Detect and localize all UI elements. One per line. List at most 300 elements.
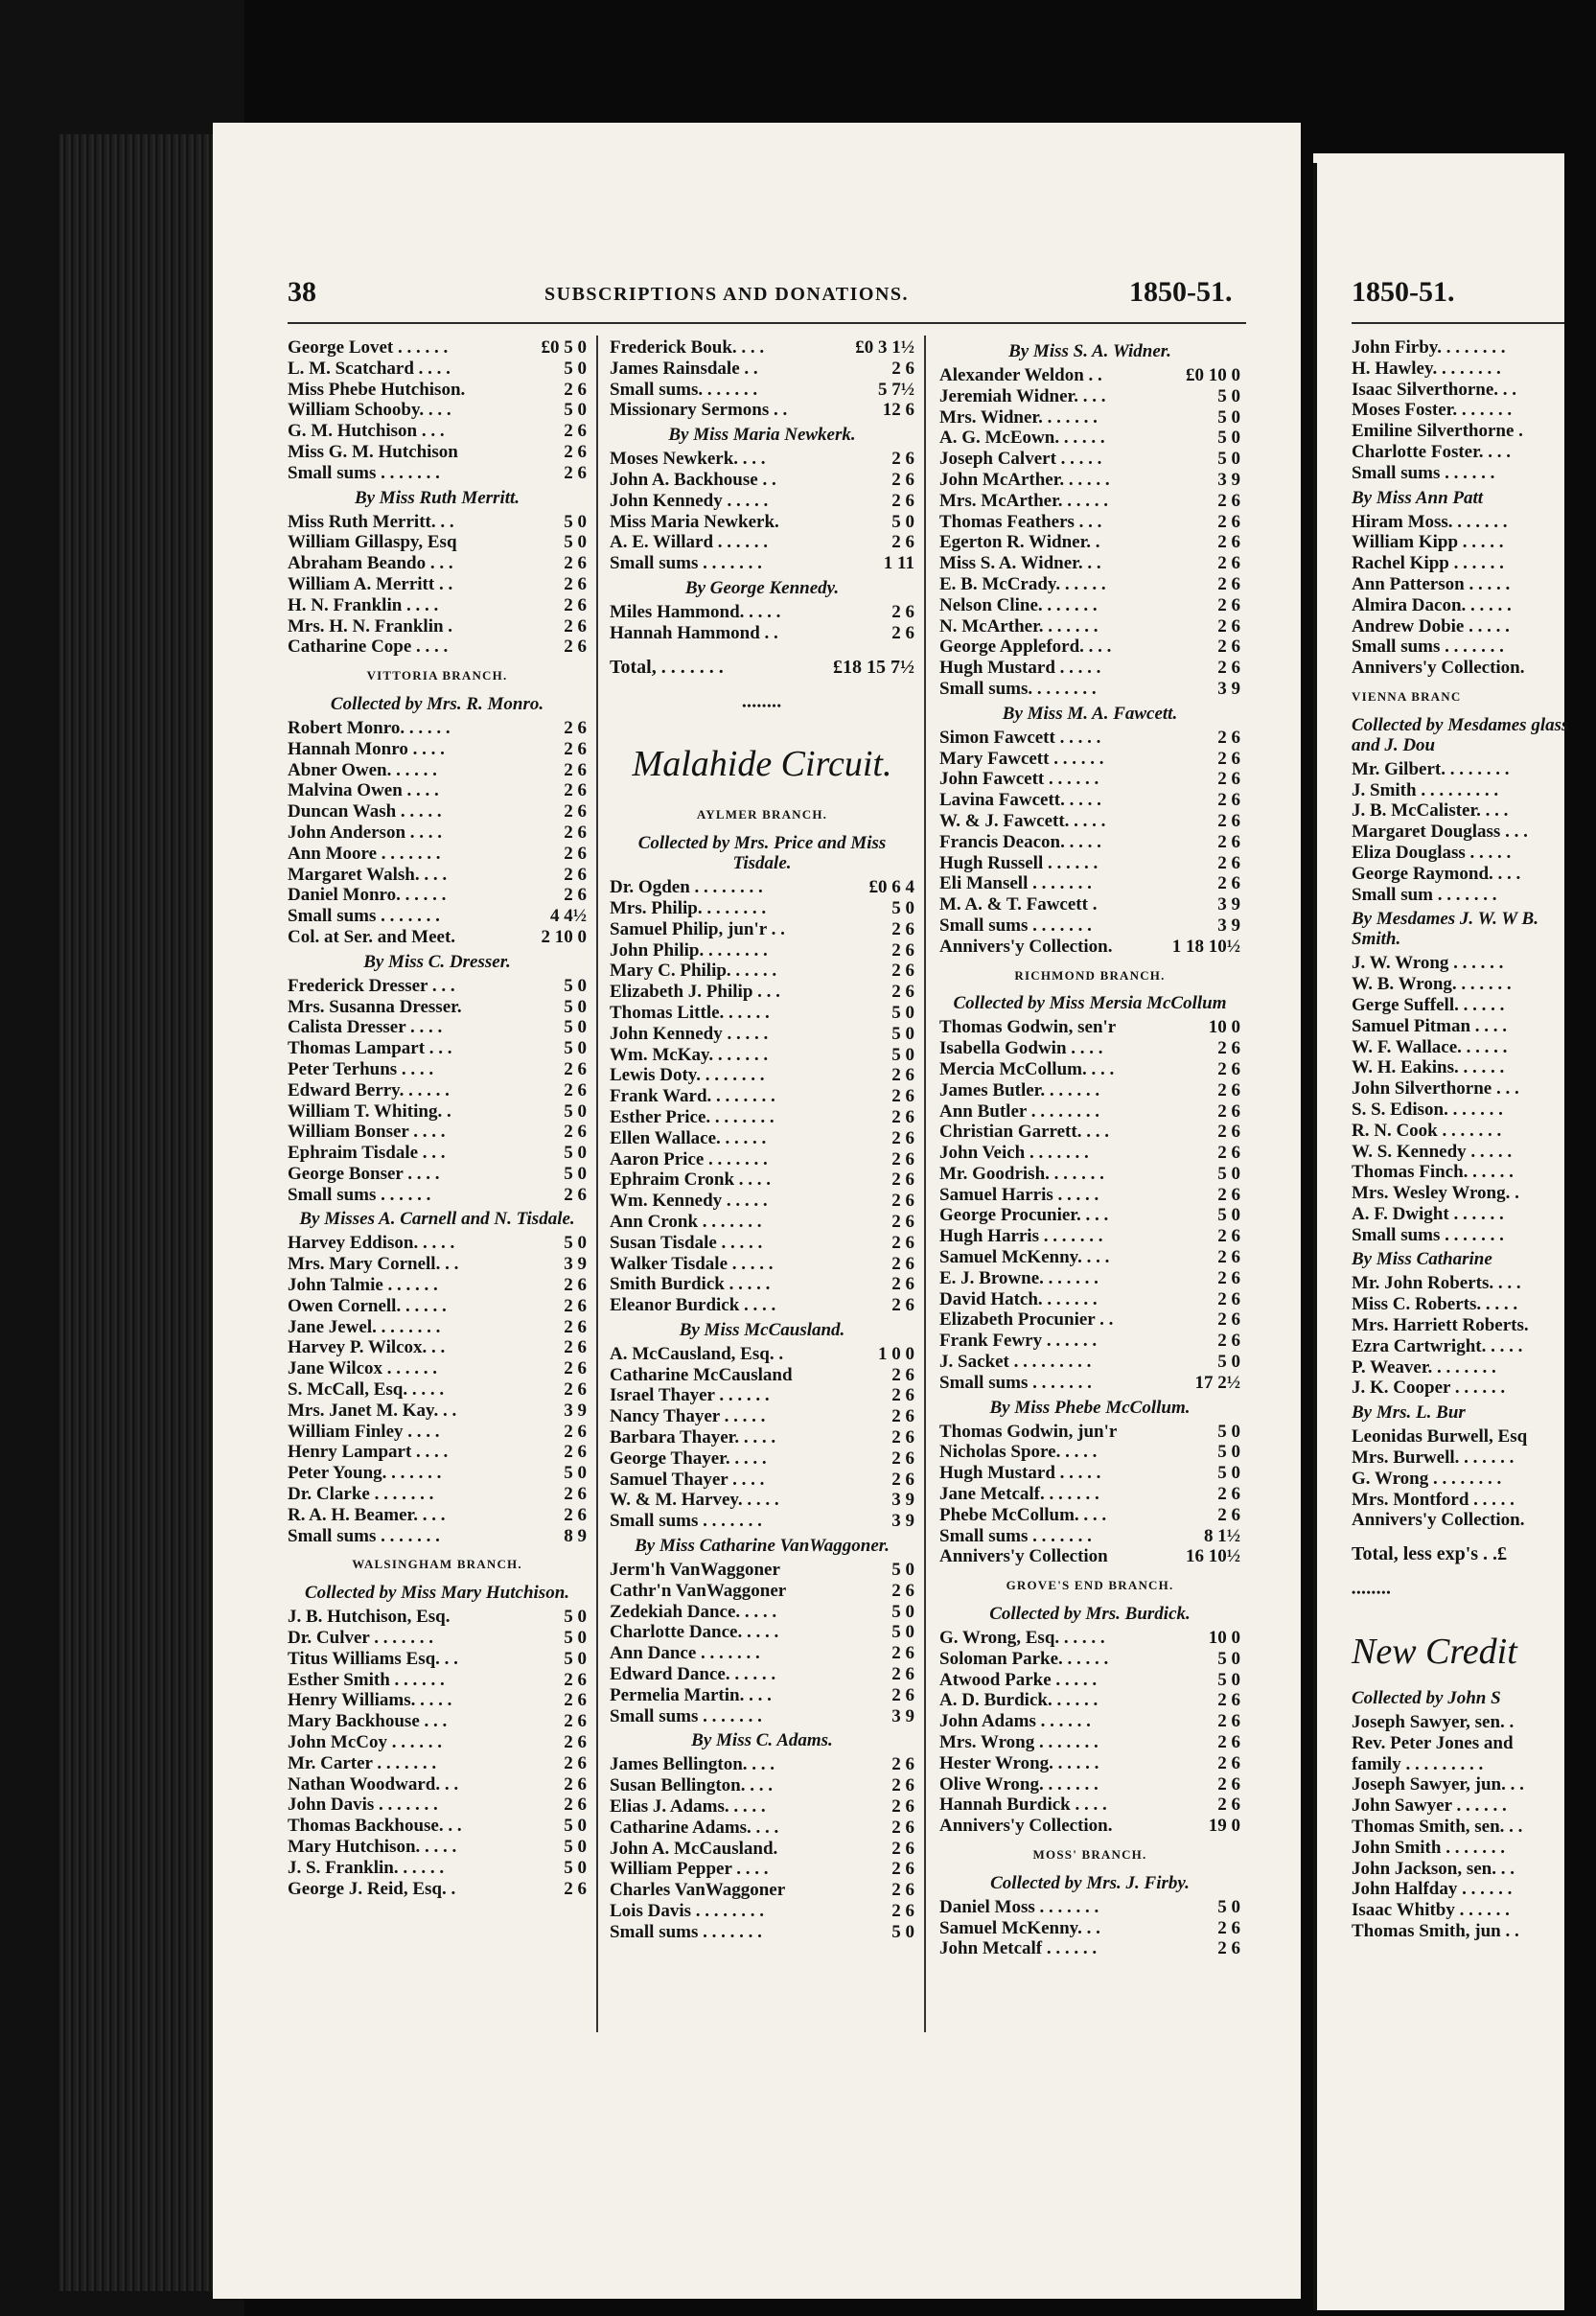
subscriber-row — [939, 1352, 1240, 1373]
collector-heading: By Miss M. A. Fawcett. — [1002, 703, 1178, 724]
subscriber-name: William Finley . . . . — [288, 1421, 440, 1442]
branch-heading: VITTORIA BRANCH. — [366, 668, 508, 683]
subscriber-name: Mary Fawcett . . . . . . — [939, 748, 1104, 769]
subscriber-row — [939, 1038, 1240, 1059]
subscriber-row — [939, 1774, 1240, 1795]
subscription-amount: 2 6 — [564, 1421, 587, 1442]
subscription-amount: 2 6 — [564, 1442, 587, 1463]
subscriber-name: N. McArther. . . . . . . — [939, 615, 1099, 637]
subscriber-name: John Anderson . . . . — [288, 822, 443, 843]
subscriber-row — [939, 728, 1240, 749]
subscription-amount: 2 6 — [1217, 1122, 1240, 1143]
subscriber-name: Thomas Godwin, sen'r — [939, 1017, 1117, 1038]
subscriber-name: Thomas Finch. . . . . . — [1352, 1162, 1514, 1183]
subscriber-row — [288, 844, 587, 865]
subscriber-name: Barbara Thayer. . . . . — [610, 1427, 776, 1448]
subscriber-row — [939, 679, 1240, 700]
subscription-amount: 2 6 — [564, 759, 587, 780]
subscription-amount: 5 0 — [564, 1163, 587, 1184]
collector-heading: By Miss Ruth Merritt. — [354, 487, 520, 508]
subscriber-name: Susan Bellington. . . . — [610, 1775, 773, 1796]
subscription-amount: 5 0 — [1217, 1648, 1240, 1669]
subscriber-row — [610, 1406, 914, 1427]
subscriber-name: Jane Wilcox . . . . . . — [288, 1358, 438, 1379]
subscriber-row — [939, 1331, 1240, 1352]
subscription-amount: £0 3 1½ — [855, 337, 914, 358]
subscriber-name: Hannah Monro . . . . — [288, 738, 445, 759]
collector-heading: Collected by Mrs. J. Firby. — [990, 1872, 1190, 1893]
header-rule-right — [1352, 322, 1564, 324]
subscriber-row — [288, 442, 587, 463]
column-divider — [924, 336, 926, 2032]
column-right-page — [1352, 337, 1572, 1942]
subscription-amount: 2 6 — [564, 822, 587, 843]
subscriber-name: George Raymond. . . . — [1352, 863, 1521, 884]
subscription-amount — [1515, 1490, 1582, 1511]
subscriber-row — [288, 1607, 587, 1628]
subscriber-name: James Bellington. . . . — [610, 1754, 775, 1775]
subscription-amount: 1 11 — [883, 553, 914, 574]
collector-heading: By Miss Catharine — [1352, 1249, 1492, 1270]
subscriber-name: Miss Maria Newkerk. — [610, 511, 779, 532]
subscriber-row — [939, 1816, 1240, 1837]
subscriber-name: John Halfday . . . . . . — [1352, 1879, 1513, 1900]
subscriber-name: Miles Hammond. . . . . — [610, 601, 781, 622]
subscription-amount: 2 6 — [1217, 769, 1240, 790]
subscription-amount: 2 6 — [564, 1773, 587, 1795]
subscriber-row — [288, 1484, 587, 1505]
subscriber-row — [288, 1505, 587, 1526]
subscription-amount: 5 0 — [564, 1233, 587, 1254]
subscriber-name: Hester Wrong. . . . . . — [939, 1752, 1099, 1773]
subscriber-row — [610, 449, 914, 470]
subscription-amount: 2 6 — [1217, 1917, 1240, 1938]
subscriber-row — [288, 1753, 587, 1774]
subscriber-name: Thomas Little. . . . . . — [610, 1002, 770, 1023]
subscriber-name: Moses Foster. . . . . . . — [1352, 400, 1513, 421]
subscriber-name: Calista Dresser . . . . — [288, 1017, 443, 1038]
subscription-amount: 5 0 — [1217, 428, 1240, 449]
subscriber-name: Ann Butler . . . . . . . . — [939, 1100, 1099, 1122]
subscription-amount: 2 6 — [564, 1358, 587, 1379]
subscription-amount — [1514, 1448, 1581, 1469]
subscriber-row — [939, 1122, 1240, 1143]
subscription-amount: 2 6 — [564, 1079, 587, 1100]
subscriber-name: Mr. Carter . . . . . . . — [288, 1752, 437, 1773]
total-amount — [1507, 1544, 1574, 1573]
subscription-amount: 1 18 10½ — [1171, 936, 1240, 957]
subscriber-name: Moses Newkerk. . . . — [610, 449, 766, 470]
subscription-amount — [1514, 1733, 1581, 1754]
subscription-amount: 5 0 — [564, 1816, 587, 1837]
subscriber-name: Rachel Kipp . . . . . . — [1352, 553, 1504, 574]
subscriber-row — [610, 1170, 914, 1191]
subscriber-name: W. F. Wallace. . . . . . — [1352, 1036, 1508, 1057]
subscriber-row — [288, 1017, 587, 1038]
subscription-amount — [1521, 1273, 1588, 1294]
subscriber-name: Samuel Pitman . . . . — [1352, 1015, 1508, 1036]
subscriber-name: John Sawyer . . . . . . — [1352, 1795, 1507, 1817]
subscriber-name: Mrs. Harriett Roberts. — [1352, 1315, 1529, 1336]
subscriber-name: Ephraim Cronk . . . . — [610, 1170, 772, 1191]
subscriber-name: Small sums . . . . . . . — [939, 1525, 1092, 1546]
subscriber-name: Frank Ward. . . . . . . . — [610, 1086, 775, 1107]
subscriber-name: Robert Monro. . . . . . — [288, 717, 451, 738]
subscription-amount: 2 6 — [564, 1275, 587, 1296]
subscription-amount: 12 6 — [882, 400, 914, 421]
subscription-amount: 2 6 — [564, 421, 587, 442]
subscriber-name: Esther Price. . . . . . . . — [610, 1106, 775, 1127]
subscription-amount: 2 6 — [1217, 1331, 1240, 1352]
subscriber-name: Mercia McCollum. . . . — [939, 1058, 1115, 1079]
subscriber-row — [939, 832, 1240, 853]
subscriber-row — [288, 1879, 587, 1900]
subscriber-row — [288, 718, 587, 739]
subscriber-name: Miss Phebe Hutchison. — [288, 379, 466, 400]
subscription-amount — [1517, 1294, 1584, 1315]
subscriber-row — [939, 470, 1240, 491]
subscriber-name: G. Wrong . . . . . . . . — [1352, 1468, 1502, 1489]
subscriber-name: Daniel Monro. . . . . . — [288, 885, 447, 906]
subscriber-row — [288, 1837, 587, 1858]
branch-heading: WALSINGHAM BRANCH. — [352, 1557, 522, 1572]
subscriber-name: P. Weaver. . . . . . . . — [1352, 1356, 1496, 1378]
subscriber-name: Mrs. Widner. . . . . . . — [939, 406, 1098, 428]
subscription-amount: 2 6 — [891, 1148, 914, 1170]
subscriber-name: S. S. Edison. . . . . . . — [1352, 1099, 1503, 1120]
subscriber-row — [610, 470, 914, 491]
subscriber-row — [1352, 400, 1572, 421]
subscriber-row — [1352, 1838, 1572, 1859]
subscription-amount: 2 6 — [1217, 637, 1240, 658]
subscriber-name: Aaron Price . . . . . . . — [610, 1148, 768, 1170]
subscription-amount: 5 0 — [564, 1607, 587, 1628]
subscriber-name: George J. Reid, Esq. . — [288, 1878, 456, 1899]
subscriber-name: Mrs. Wrong . . . . . . . — [939, 1732, 1099, 1753]
subscriber-name: William Schooby. . . . — [288, 400, 451, 421]
subscription-amount: 5 0 — [891, 511, 914, 532]
subscriber-name: John Talmie . . . . . . — [288, 1275, 438, 1296]
subscription-amount: £0 6 4 — [868, 877, 914, 898]
collector-heading: By Miss S. A. Widner. — [1008, 341, 1171, 361]
subscription-amount: 5 0 — [1217, 385, 1240, 406]
subscriber-row — [610, 532, 914, 553]
subscription-amount: 5 0 — [564, 1648, 587, 1669]
subscriber-row — [288, 463, 587, 484]
page-gutter — [1313, 163, 1317, 2310]
subscriber-row — [1352, 1183, 1572, 1204]
subscription-amount: 2 6 — [564, 1337, 587, 1358]
subscriber-row — [939, 512, 1240, 533]
subscriber-row — [1352, 885, 1572, 906]
subscriber-name: Mr. Goodrish. . . . . . . — [939, 1163, 1104, 1184]
subscriber-row — [939, 1268, 1240, 1289]
subscriber-name: W. & J. Fawcett. . . . . — [939, 810, 1106, 831]
subscription-amount — [1514, 1712, 1581, 1733]
subscriber-name: Lewis Doty. . . . . . . . — [610, 1065, 765, 1086]
subscriber-row — [610, 1622, 914, 1643]
subscription-amount: 2 6 — [564, 553, 587, 574]
subscriber-row — [939, 428, 1240, 449]
subscriber-row — [288, 1858, 587, 1879]
subscriber-name: Eliza Douglass . . . . . — [1352, 842, 1512, 863]
subscriber-name: John Kennedy . . . . . — [610, 490, 769, 511]
subscription-amount: 2 6 — [564, 1878, 587, 1899]
subscriber-name: Missionary Sermons . . — [610, 400, 788, 421]
subscriber-name: Peter Terhuns . . . . — [288, 1058, 434, 1079]
subscription-amount: 5 0 — [1217, 1463, 1240, 1484]
subscription-amount: 5 0 — [1217, 406, 1240, 428]
subscription-amount: 2 6 — [564, 637, 587, 658]
subscription-amount: 2 6 — [564, 1058, 587, 1079]
subscriber-name: Abraham Beando . . . — [288, 553, 453, 574]
subscriber-name: Abner Owen. . . . . . — [288, 759, 437, 780]
subscriber-row — [610, 1490, 914, 1511]
subscriber-name: family . . . . . . . . . — [1352, 1753, 1484, 1774]
subscription-amount: 8 9 — [564, 1525, 587, 1546]
subscriber-row — [610, 1086, 914, 1107]
subscription-amount: 2 6 — [564, 1295, 587, 1316]
branch-heading: AYLMER BRANCH. — [696, 807, 828, 822]
subscription-amount: 5 0 — [891, 1560, 914, 1581]
subscriber-row — [939, 1309, 1240, 1331]
subscription-amount: 2 6 — [891, 532, 914, 553]
subscriber-name: Samuel McKenny. . . — [939, 1917, 1100, 1938]
subscriber-name: Nancy Thayer . . . . . — [610, 1406, 766, 1427]
subscriber-row — [288, 865, 587, 886]
subscriber-name: W. H. Eakins. . . . . . — [1352, 1057, 1505, 1078]
subscriber-row — [1352, 1315, 1572, 1336]
subscriber-row — [1352, 1225, 1572, 1246]
subscriber-row — [939, 1795, 1240, 1816]
subscription-amount: 2 6 — [1217, 615, 1240, 637]
subscription-amount: 5 0 — [564, 1100, 587, 1122]
subscription-amount: 2 6 — [564, 864, 587, 885]
subscriber-row — [939, 1670, 1240, 1691]
subscriber-name: Permelia Martin. . . . — [610, 1684, 772, 1705]
collector-heading: By Miss C. Dresser. — [363, 951, 511, 972]
subscriber-name: A. McCausland, Esq. . — [610, 1343, 784, 1364]
subscription-amount — [1505, 1754, 1572, 1775]
subscriber-row — [288, 976, 587, 997]
subscriber-row — [1352, 1795, 1572, 1817]
collector-heading: By Miss Catharine VanWaggoner. — [635, 1536, 890, 1557]
subscriber-row — [1352, 1100, 1572, 1121]
subscriber-row — [288, 1379, 587, 1401]
subscriber-name: Christian Garrett. . . . — [939, 1122, 1109, 1143]
subscriber-name: Margaret Douglass . . . — [1352, 822, 1528, 843]
subscription-amount: 2 6 — [564, 780, 587, 801]
subscriber-name: E. J. Browne. . . . . . . — [939, 1267, 1099, 1288]
subscriber-row — [1352, 1162, 1572, 1183]
subscriber-row — [610, 1581, 914, 1602]
subscriber-name: Ann Dance . . . . . . . — [610, 1643, 760, 1664]
subscription-amount: 3 9 — [891, 1490, 914, 1511]
subscription-amount — [1510, 1900, 1577, 1921]
subscription-amount: 2 6 — [564, 1379, 587, 1401]
subscriber-row — [1352, 1426, 1572, 1448]
subscriber-name: Dr. Culver . . . . . . . — [288, 1628, 433, 1649]
subscriber-row — [939, 873, 1240, 894]
subscription-amount: 2 6 — [1217, 532, 1240, 553]
subscriber-name: Emiline Silverthorne . — [1352, 421, 1523, 442]
subscriber-name: Mrs. Janet M. Kay. . . — [288, 1400, 457, 1421]
subscription-amount: 2 6 — [1217, 1226, 1240, 1247]
subscription-amount — [1525, 1510, 1592, 1531]
subscriber-row — [939, 616, 1240, 637]
subscriber-name: Dr. Clarke . . . . . . . — [288, 1484, 434, 1505]
subscription-amount: 5 0 — [1217, 1896, 1240, 1917]
subscription-amount: £0 5 0 — [541, 337, 587, 358]
subscriber-name: Hannah Burdick . . . . — [939, 1795, 1107, 1816]
subscriber-name: G. Wrong, Esq. . . . . . — [939, 1628, 1105, 1649]
subscriber-row — [1352, 843, 1572, 864]
subscriber-row — [288, 1101, 587, 1123]
subscription-amount: 2 6 — [564, 1752, 587, 1773]
subscriber-name: James Rainsdale . . — [610, 358, 758, 379]
subscriber-name: Charlotte Dance. . . . . — [610, 1622, 779, 1643]
subscriber-row — [610, 491, 914, 512]
subscriber-name: W. & M. Harvey. . . . . — [610, 1490, 779, 1511]
subscriber-name: Mrs. Susanna Dresser. — [288, 996, 462, 1017]
subscriber-row — [1352, 1057, 1572, 1078]
subscriber-row — [939, 1753, 1240, 1774]
subscriber-row — [610, 1901, 914, 1922]
subscriber-row — [610, 1859, 914, 1880]
subscription-amount: 2 6 — [564, 885, 587, 906]
subscriber-name: Mrs. Wesley Wrong. . — [1352, 1183, 1519, 1204]
subscription-amount: 2 6 — [564, 717, 587, 738]
subscriber-name: Harvey P. Wilcox. . . — [288, 1337, 446, 1358]
subscriber-row — [939, 1080, 1240, 1101]
subscriber-row — [939, 1101, 1240, 1123]
subscriber-name: Mrs. Burwell. . . . . . . — [1352, 1448, 1515, 1469]
subscription-amount — [1510, 574, 1577, 595]
subscriber-name: Thomas Smith, sen. . . — [1352, 1817, 1523, 1838]
subscriber-name: Ezra Cartwright. . . . . — [1352, 1335, 1523, 1356]
subscriber-row — [288, 885, 587, 906]
subscription-amount: 3 9 — [1217, 469, 1240, 490]
subscription-amount — [1524, 1774, 1591, 1795]
subscriber-row — [939, 1017, 1240, 1038]
subscription-amount — [1519, 1921, 1586, 1942]
subscriber-name: Annivers'y Collection. — [939, 936, 1113, 957]
subscriber-name: Olive Wrong. . . . . . . — [939, 1773, 1099, 1795]
subscriber-row — [1352, 337, 1572, 359]
subscriber-name: Hugh Mustard . . . . . — [939, 658, 1101, 679]
subscription-amount: 5 0 — [891, 897, 914, 918]
subscriber-row — [939, 1918, 1240, 1939]
subscriber-name: John Adams . . . . . . — [939, 1711, 1091, 1732]
subscriber-row — [939, 449, 1240, 470]
subscription-amount — [1505, 1121, 1572, 1142]
subscription-amount: 2 6 — [891, 1295, 914, 1316]
subscriber-row — [288, 616, 587, 637]
subscriber-name: John Veich . . . . . . . — [939, 1143, 1089, 1164]
subscriber-row — [288, 1442, 587, 1463]
subscriber-row — [610, 1344, 914, 1365]
subscriber-row — [1352, 574, 1572, 595]
subscriber-row — [610, 1128, 914, 1149]
subscriber-name: H. Hawley. . . . . . . . — [1352, 358, 1501, 379]
subscriber-row — [610, 1295, 914, 1316]
subscriber-row — [939, 491, 1240, 512]
subscriber-name: Peter Young. . . . . . . — [288, 1463, 442, 1484]
subscriber-row — [610, 1880, 914, 1901]
circuit-heading: Malahide Circuit. — [632, 744, 892, 785]
subscriber-name: John Fawcett . . . . . . — [939, 769, 1099, 790]
page-number: 38 — [288, 276, 316, 308]
subscription-amount: 3 9 — [891, 1511, 914, 1532]
subscriber-name: Annivers'y Collection — [939, 1546, 1108, 1567]
subscription-amount: 2 6 — [891, 1274, 914, 1295]
subscription-amount: 2 6 — [891, 1469, 914, 1490]
subscriber-name: Elias J. Adams. . . . . — [610, 1796, 766, 1818]
subscriber-name: J. Smith . . . . . . . . . — [1352, 779, 1499, 800]
subscriber-name: David Hatch. . . . . . . — [939, 1288, 1098, 1309]
subscriber-name: Small sums . . . . . . . — [939, 915, 1092, 936]
subscriber-name: Nathan Woodward. . . — [288, 1773, 459, 1795]
subscription-amount — [1507, 1795, 1574, 1817]
subscription-amount — [1512, 595, 1579, 616]
subscription-amount: 2 6 — [891, 1448, 914, 1469]
subscription-amount: 19 0 — [1208, 1816, 1240, 1837]
subscriber-row — [288, 1317, 587, 1338]
subscriber-row — [939, 1463, 1240, 1484]
subscription-amount: 2 6 — [1217, 1795, 1240, 1816]
subscriber-name: Small sums . . . . . . . — [610, 1511, 762, 1532]
subscription-amount — [1505, 1378, 1572, 1399]
subscriber-row — [1352, 995, 1572, 1016]
subscription-amount: 5 0 — [891, 1002, 914, 1023]
subscriber-row — [288, 637, 587, 658]
subscriber-row — [288, 1422, 587, 1443]
subscriber-name: Joseph Sawyer, jun. . . — [1352, 1774, 1524, 1795]
subscriber-name: Small sums . . . . . . . — [288, 906, 440, 927]
subscriber-name: Nelson Cline. . . . . . . — [939, 594, 1098, 615]
subscription-amount: 2 6 — [1217, 810, 1240, 831]
subscriber-row — [288, 553, 587, 574]
subscriber-name: John Metcalf . . . . . . — [939, 1938, 1098, 1959]
subscriber-row — [610, 1233, 914, 1254]
subscriber-name: Col. at Ser. and Meet. — [288, 926, 456, 947]
subscriber-row — [1352, 442, 1572, 463]
subscription-amount — [1525, 658, 1592, 679]
subscription-amount: 2 6 — [1217, 1058, 1240, 1079]
subscription-amount: 10 0 — [1208, 1017, 1240, 1038]
subscriber-name: George Appleford. . . . — [939, 637, 1112, 658]
subscriber-row — [610, 1149, 914, 1170]
subscription-amount — [1512, 400, 1579, 421]
subscriber-row — [1352, 1469, 1572, 1490]
subscription-amount: 2 6 — [564, 379, 587, 400]
subscription-amount: 2 6 — [1217, 852, 1240, 873]
subscriber-name: Thomas Godwin, jun'r — [939, 1421, 1118, 1442]
subscriber-row — [939, 1546, 1240, 1567]
subscription-amount: £0 10 0 — [1186, 365, 1240, 385]
subscriber-name: George Lovet . . . . . . — [288, 337, 449, 358]
subscription-amount: 2 6 — [891, 1775, 914, 1796]
subscriber-name: William Bonser . . . . — [288, 1122, 446, 1143]
subscription-amount: 5 0 — [1217, 1442, 1240, 1463]
subscription-amount: 2 6 — [891, 1643, 914, 1664]
subscriber-row — [939, 407, 1240, 428]
running-year: 1850-51. — [1129, 276, 1233, 308]
subscription-amount: 3 9 — [564, 1254, 587, 1275]
subscriber-name: Titus Williams Esq. . . — [288, 1648, 458, 1669]
subscriber-name: Small sums . . . . . . . — [610, 553, 762, 574]
subscriber-name: Hiram Moss. . . . . . . — [1352, 511, 1508, 532]
